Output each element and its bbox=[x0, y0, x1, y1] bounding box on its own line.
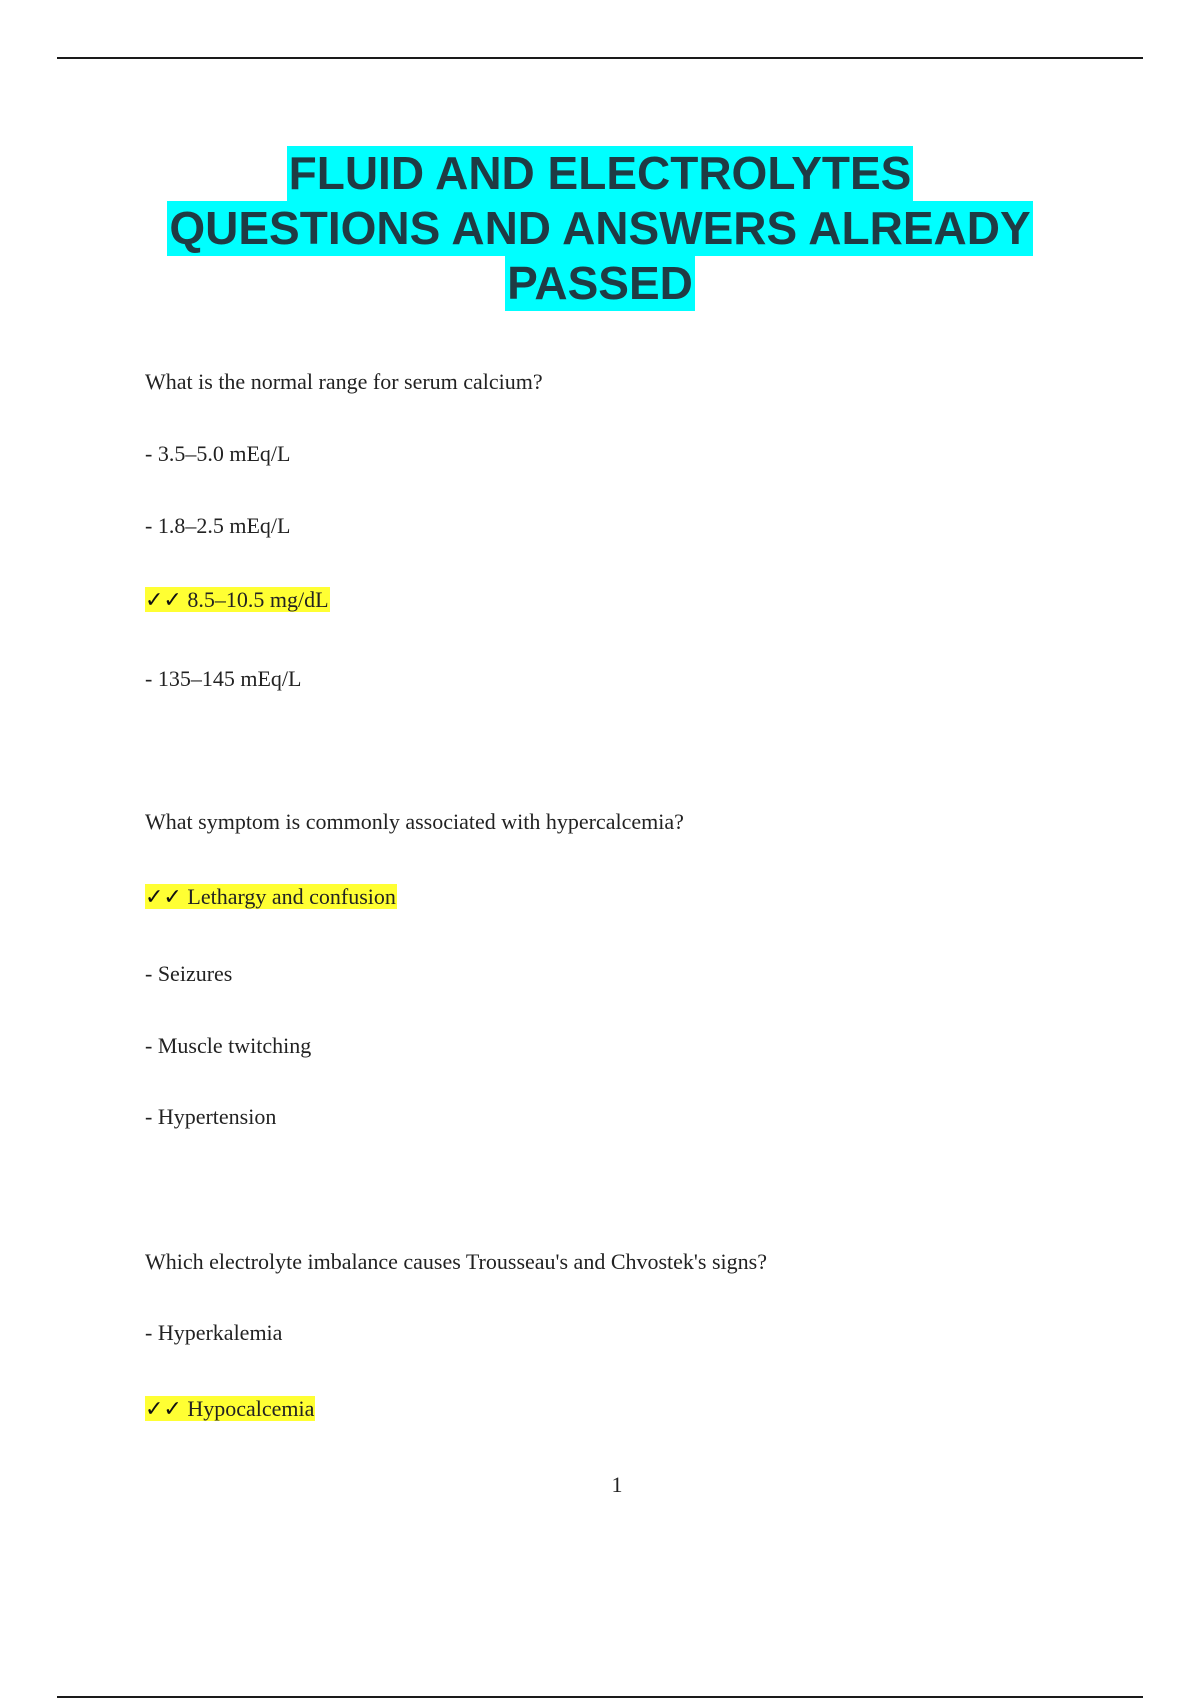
question-2: What symptom is commonly associated with hypercalcemia? bbox=[145, 809, 684, 834]
double-check-icon: ✓✓ bbox=[145, 885, 182, 910]
title-line-3: PASSED bbox=[507, 257, 693, 309]
answer-text: Hypocalcemia bbox=[187, 1396, 315, 1421]
q2-option-4: - Hypertension bbox=[145, 1104, 277, 1129]
q1-option-4: - 135–145 mEq/L bbox=[145, 666, 302, 691]
correct-answer-highlight bbox=[145, 884, 397, 909]
question-3: Which electrolyte imbalance causes Trousseau's and Chvostek's signs? bbox=[145, 1249, 767, 1274]
answer-text: 8.5–10.5 mg/dL bbox=[187, 587, 329, 612]
correct-answer-highlight bbox=[145, 587, 330, 612]
title-line-2: QUESTIONS AND ANSWERS ALREADY bbox=[169, 202, 1031, 254]
correct-answer-highlight bbox=[145, 1396, 315, 1421]
title-line-1: FLUID AND ELECTROLYTES bbox=[288, 147, 912, 199]
double-check-icon: ✓✓ bbox=[145, 1397, 182, 1422]
question-1: What is the normal range for serum calcium? bbox=[145, 369, 543, 394]
q2-option-2: - Seizures bbox=[145, 961, 233, 986]
footer-rule bbox=[57, 1696, 1143, 1698]
answer-text: Lethargy and confusion bbox=[187, 884, 396, 909]
q2-option-1-correct bbox=[145, 880, 397, 915]
q1-option-3-correct bbox=[145, 583, 330, 618]
double-check-icon: ✓✓ bbox=[145, 588, 182, 613]
q1-option-2: - 1.8–2.5 mEq/L bbox=[145, 513, 291, 538]
q2-option-3: - Muscle twitching bbox=[145, 1033, 312, 1058]
q1-option-1: - 3.5–5.0 mEq/L bbox=[145, 441, 291, 466]
document-title bbox=[57, 146, 1143, 311]
q3-option-1: - Hyperkalemia bbox=[145, 1320, 283, 1345]
q3-option-2-correct bbox=[145, 1392, 315, 1427]
header-rule bbox=[57, 57, 1143, 59]
page-number: 1 bbox=[611, 1472, 623, 1497]
